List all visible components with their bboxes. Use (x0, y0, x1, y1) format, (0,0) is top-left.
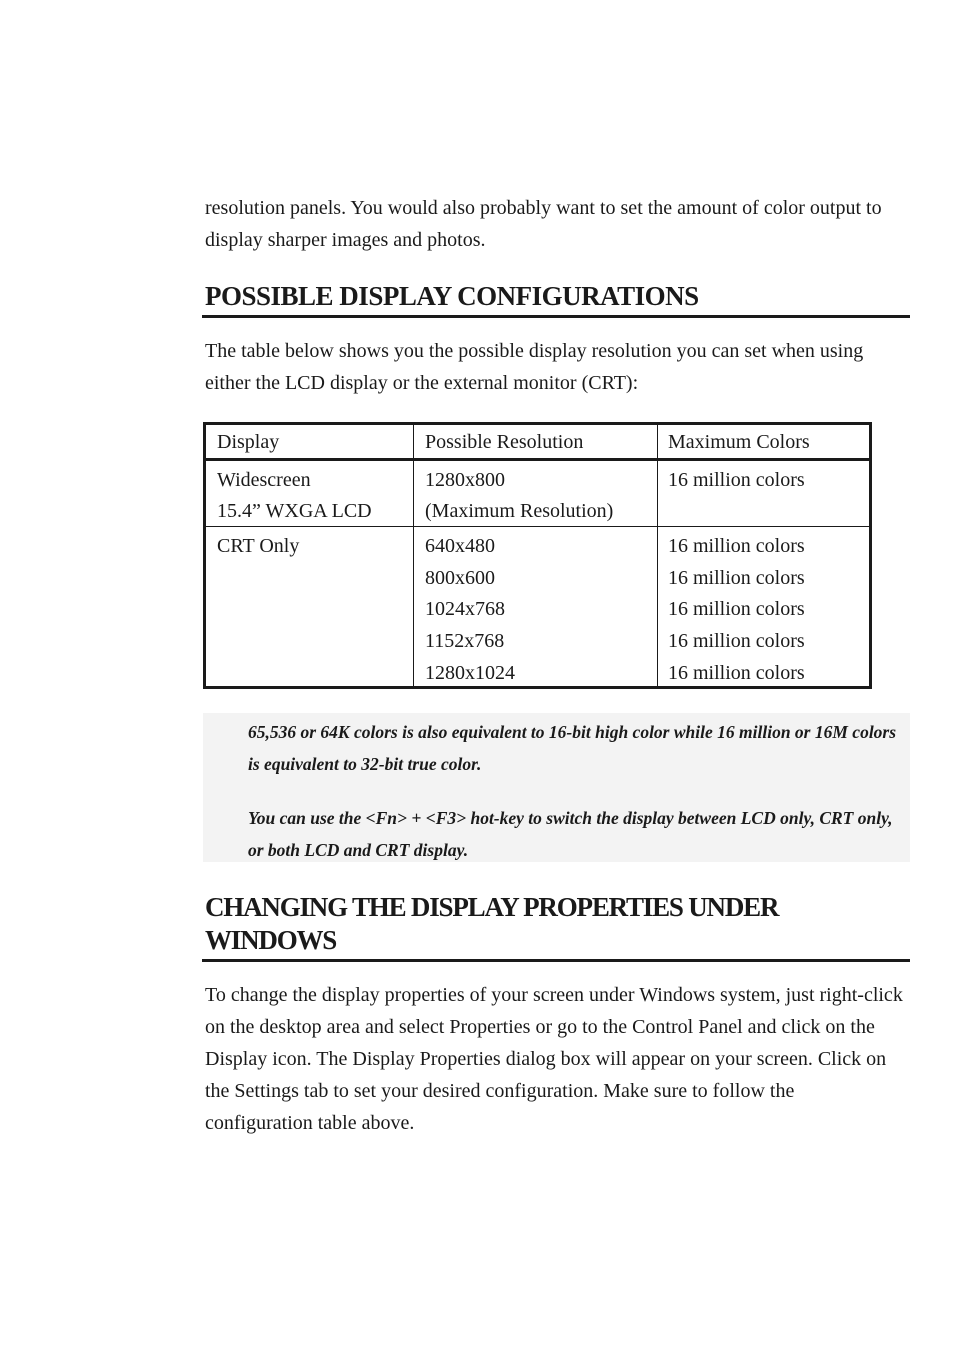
table-cell-display: 15.4” WXGA LCD (217, 500, 372, 522)
table-cell-display: Widescreen (217, 469, 311, 491)
table-intro-paragraph: The table below shows you the possible display resolution you can set when using either the LCD display or the external monitor (CRT): (205, 340, 864, 394)
note-box (203, 713, 910, 862)
table-row (668, 531, 805, 690)
heading-rule (202, 315, 910, 318)
table-row (217, 531, 299, 563)
note-hotkey: You can use the <Fn> + <F3> hot-key to switch the display between LCD only, CRT only, or both LCD and CRT display. (248, 808, 893, 860)
table-cell-resolution: 800x600 (425, 566, 495, 589)
table-cell-resolution: 1280x800 (425, 469, 505, 491)
table-cell-colors: 16 million colors (668, 535, 805, 557)
table-header-possible-resolution: Possible Resolution (425, 431, 584, 453)
table-cell-resolution: 1024x768 (425, 598, 505, 621)
section-heading-possible-display-configurations: POSSIBLE DISPLAY CONFIGURATIONS (205, 281, 699, 311)
table-column-divider (413, 425, 414, 686)
table-cell-resolution: 1152x768 (425, 630, 505, 653)
section-heading-changing-display-properties: CHANGING THE DISPLAY PROPERTIES UNDER WINDOWS (205, 892, 779, 955)
note-color-depth: 65,536 or 64K colors is also equivalent to 16-bit high color while 16 million or 16M colors is equivalent to 32-bit true color. (248, 722, 897, 774)
table-row (217, 465, 372, 527)
table-header-divider (206, 458, 869, 461)
intro-paragraph: resolution panels. You would also probably want to set the amount of color output to display sharper images and photos. (205, 197, 882, 251)
table-row (425, 531, 515, 690)
table-column-divider (657, 425, 658, 686)
heading-rule (202, 959, 910, 962)
table-cell-colors: 16 million colors (668, 566, 805, 589)
table-cell-resolution: (Maximum Resolution) (425, 500, 614, 522)
table-cell-colors: 16 million colors (668, 598, 805, 621)
table-cell-resolution: 1280x1024 (425, 661, 515, 684)
changing-display-body: To change the display properties of your screen under Windows system, just right-click on the desktop area and select Properties or go to the Control Panel and click on the Display icon. The Display Properties dialog box will appear on your screen. Click on the Settings tab to set your desired configuration. Make sure to follow the configuration table above. (205, 984, 903, 1134)
table-cell-display: CRT Only (217, 535, 300, 557)
table-cell-colors: 16 million colors (668, 661, 805, 684)
table-header-display: Display (217, 431, 280, 453)
table-cell-colors: 16 million colors (668, 469, 805, 491)
table-row (425, 465, 613, 527)
table-cell-resolution: 640x480 (425, 535, 495, 557)
display-configurations-table (203, 422, 872, 689)
table-cell-colors: 16 million colors (668, 630, 805, 653)
table-row (668, 465, 805, 496)
table-header-maximum-colors: Maximum Colors (668, 431, 810, 453)
